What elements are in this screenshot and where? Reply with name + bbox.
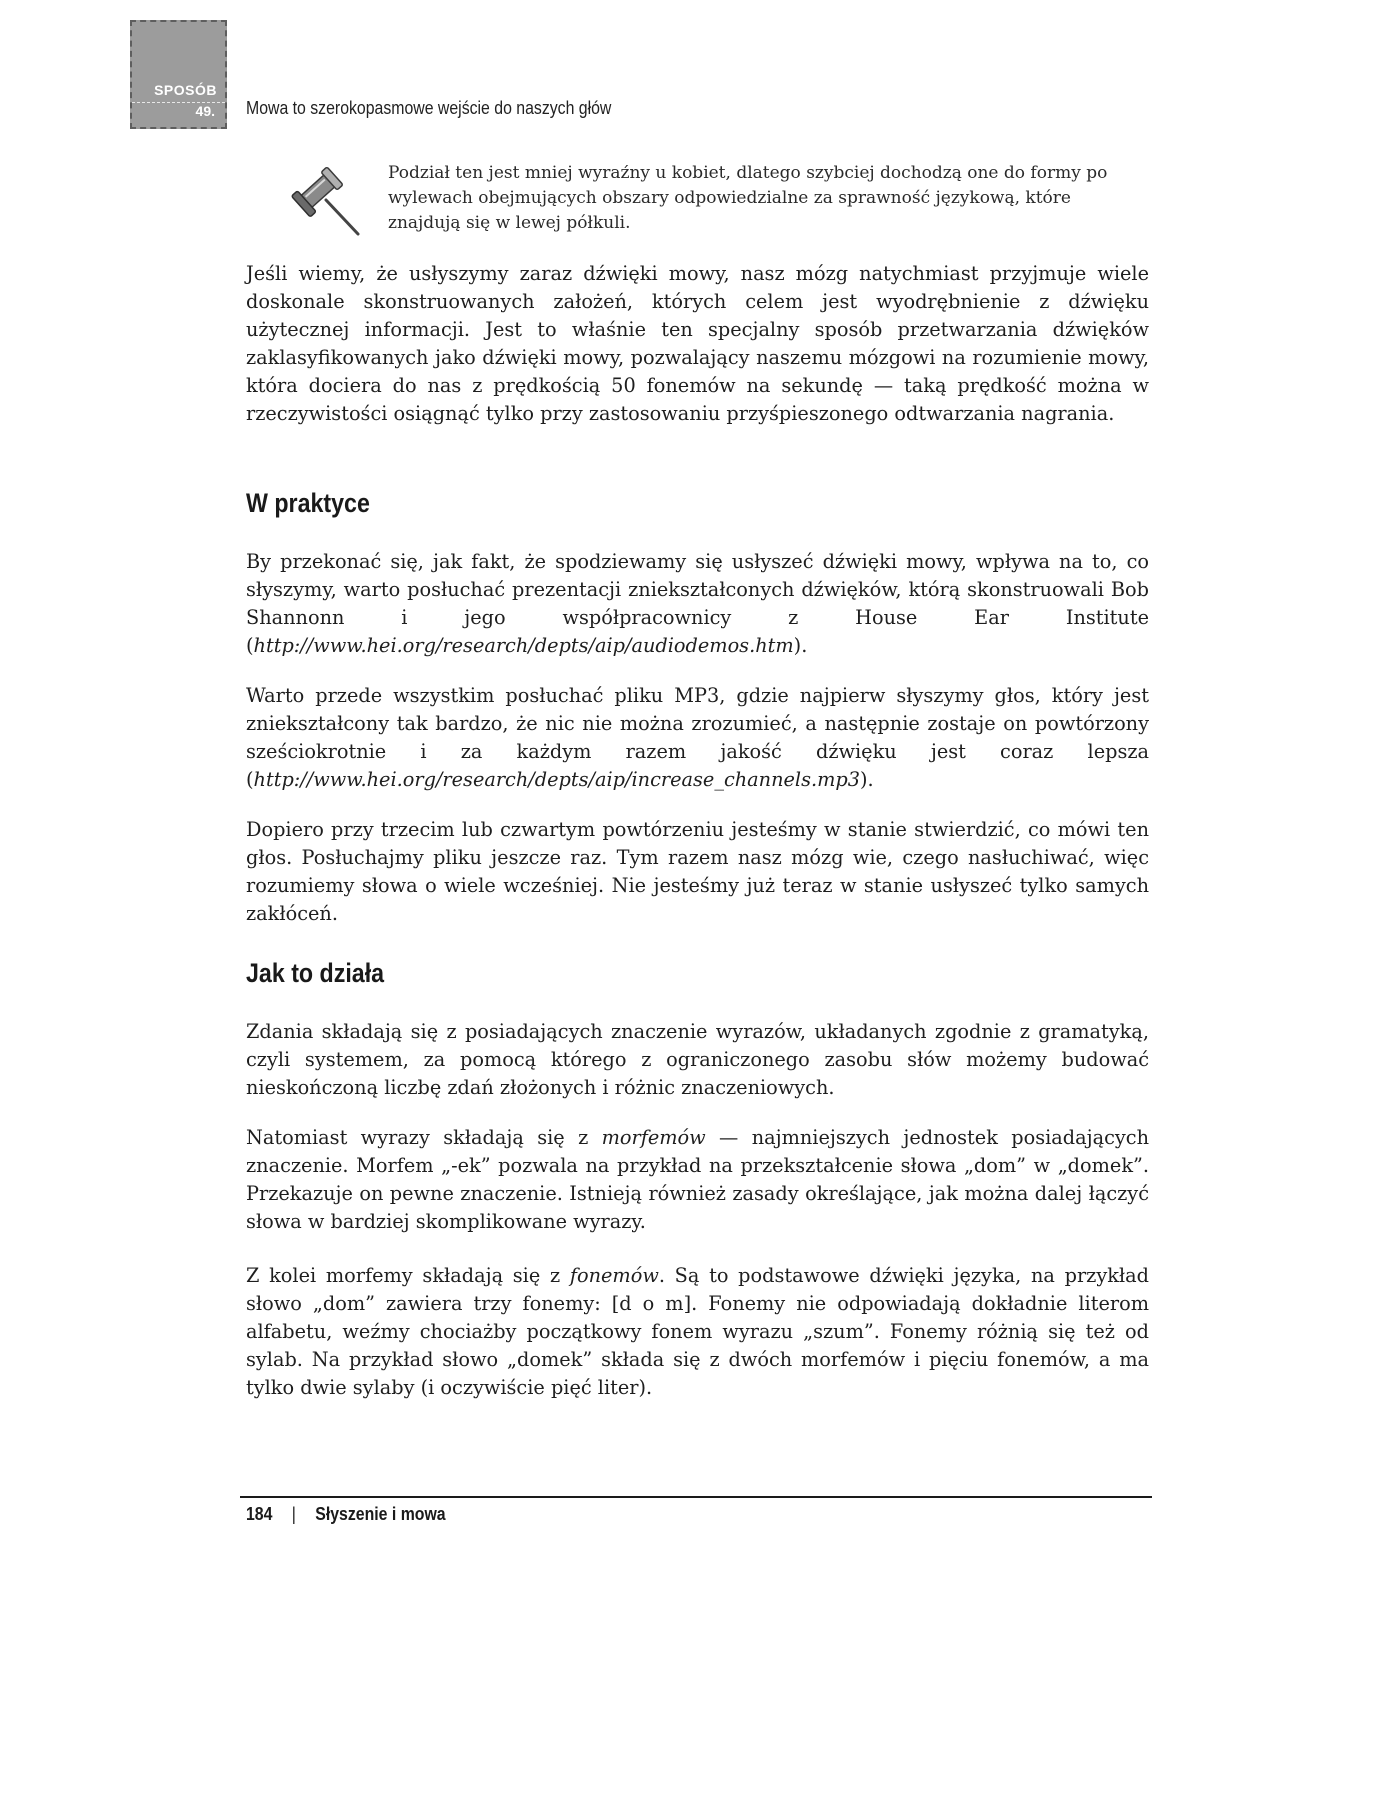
term-emphasis: morfemów: [601, 1126, 706, 1149]
paragraph-2: By przekonać się, jak fakt, że spodziewamy się usłyszeć dźwięki mowy, wpływa na to, co słyszymy, warto posłuchać prezentacji zniekształconych dźwięków, którą skonstruowali Bob Shannonn i jego współpracownicy z House Ear Institute (http://www.hei.org/research/depts/aip/audiodemos.htm).: [246, 550, 1149, 657]
page-footer: [246, 1504, 446, 1525]
url-link[interactable]: http://www.hei.org/research/depts/aip/audiodemos.htm: [253, 634, 794, 657]
hack-label: SPOSÓB: [154, 82, 217, 98]
footer-rule: [240, 1496, 1152, 1498]
running-head: Mowa to szerokopasmowe wejście do naszych głów: [246, 98, 612, 118]
paragraph-4: Dopiero przy trzecim lub czwartym powtórzeniu jesteśmy w stanie stwierdzić, co mówi ten głos. Posłuchajmy pliku jeszcze raz. Tym razem nasz mózg wie, czego nasłuchiwać, więc rozumiemy słowa o wiele wcześniej. Nie jesteśmy już teraz w stanie usłyszeć tylko samych zakłóceń.: [246, 818, 1149, 925]
section-heading-w-praktyce: W praktyce: [246, 488, 370, 518]
footer-separator: |: [291, 1504, 296, 1524]
paragraph-6: Natomiast wyrazy składają się z morfemów — najmniejszych jednostek posiadających znaczenie. Morfem „-ek” pozwala na przykład na przekształcenie słowa „dom” w „domek”. Przekazuje on pewne znaczenie. Istnieją również zasady określające, jak można dalej łączyć słowa w bardziej skomplikowane wyrazy.: [246, 1126, 1149, 1233]
url-link[interactable]: http://www.hei.org/research/depts/aip/increase_channels.mp3: [253, 768, 861, 791]
term-emphasis: fonemów: [569, 1264, 659, 1287]
paragraph-5: Zdania składają się z posiadających znaczenie wyrazów, układanych zgodnie z gramatyką, czyli systemem, za pomocą którego z ograniczonego zasobu słów możemy budować nieskończoną liczbę zdań złożonych i różnic znaczeniowych.: [246, 1020, 1149, 1099]
hack-number: 49.: [195, 103, 215, 119]
paragraph-1: Jeśli wiemy, że usłyszymy zaraz dźwięki mowy, nasz mózg natychmiast przyjmuje wiele doskonale skonstruowanych założeń, których celem jest wyodrębnienie z dźwięku użytecznej informacji. Jest to właśnie ten specjalny sposób przetwarzania dźwięków zaklasyfikowanych jako dźwięki mowy, pozwalający naszemu mózgowi na rozumienie mowy, która dociera do nas z prędkością 50 fonemów na sekundę — taką prędkość można w rzeczywistości osiągnąć tylko przy zastosowaniu przyśpieszonego odtwarzania nagrania.: [246, 262, 1149, 425]
chapter-title: Słyszenie i mowa: [315, 1504, 446, 1524]
page-number: 184: [246, 1504, 273, 1524]
pushpin-icon: [288, 158, 368, 238]
section-heading-jak-to-dziala: Jak to działa: [246, 958, 385, 988]
paragraph-7: Z kolei morfemy składają się z fonemów. Są to podstawowe dźwięki języka, na przykład słowo „dom” zawiera trzy fonemy: [d o m]. Fonemy nie odpowiadają dokładnie literom alfabetu, weźmy chociażby początkowy fonem wyrazu „szum”. Fonemy różnią się też od sylab. Na przykład słowo „domek” składa się z dwóch morfemów i pięciu fonemów, a ma tylko dwie sylaby (i oczywiście pięć liter).: [246, 1264, 1149, 1399]
paragraph-3: Warto przede wszystkim posłuchać pliku MP3, gdzie najpierw słyszymy głos, który jest zniekształcony tak bardzo, że nic nie można zrozumieć, a następnie zostaje on powtórzony sześciokrotnie i za każdym razem jakość dźwięku jest coraz lepsza (http://www.hei.org/research/depts/aip/increase_channels.mp3).: [246, 684, 1149, 791]
hack-tab: [130, 20, 227, 129]
note-text: Podział ten jest mniej wyraźny u kobiet, dlatego szybciej dochodzą one do formy po wylewach obejmujących obszary odpowiedzialne za sprawność językową, które znajdują się w lewej półkuli.: [388, 163, 1108, 233]
